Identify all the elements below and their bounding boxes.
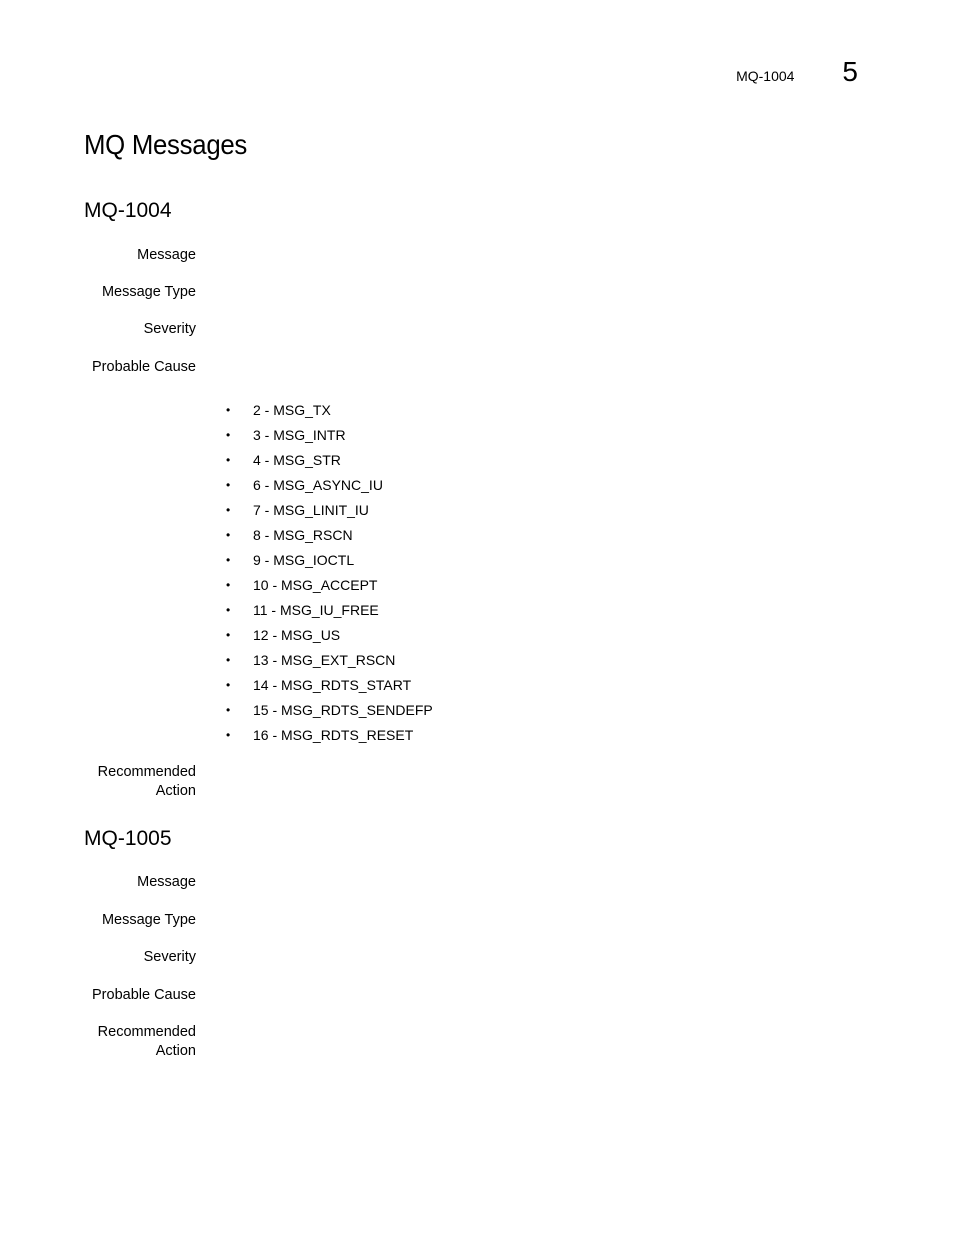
list-item [226,575,433,600]
list-item-text: 6 - MSG_ASYNC_IU [253,477,383,493]
list-item-text: 15 - MSG_RDTS_SENDEFP [253,702,433,718]
label-message: Message [137,247,196,263]
section-heading-mq-1005: MQ-1005 [84,827,172,850]
bullet-icon: • [226,628,231,642]
list-item-text: 9 - MSG_IOCTL [253,552,355,568]
list-item [226,525,433,550]
label-probable-cause: Probable Cause [92,987,196,1003]
running-header [736,56,858,88]
list-item [226,475,433,500]
list-item [226,600,433,625]
list-item [226,725,433,750]
list-item-text: 14 - MSG_RDTS_START [253,677,412,693]
bullet-icon: • [226,553,231,567]
bullet-icon: • [226,728,231,742]
list-item [226,550,433,575]
list-item-text: 13 - MSG_EXT_RSCN [253,652,396,668]
bullet-icon: • [226,403,231,417]
list-item-text: 11 - MSG_IU_FREE [253,602,379,618]
list-item-text: 2 - MSG_TX [253,402,331,418]
bullet-icon: • [226,603,231,617]
list-item [226,500,433,525]
list-item-text: 4 - MSG_STR [253,452,341,468]
bullet-icon: • [226,703,231,717]
label-severity: Severity [143,321,196,337]
label-severity: Severity [143,949,196,965]
label-recommended-action [56,763,196,801]
label-recommended-action [56,1023,196,1061]
bullet-icon: • [226,653,231,667]
bullet-icon: • [226,428,231,442]
list-item [226,425,433,450]
label-recommended-action-line2: Action [155,1043,196,1059]
label-recommended-action-line1: Recommended [97,1024,196,1040]
section-heading-mq-1004: MQ-1004 [84,199,172,222]
label-message-type: Message Type [101,912,196,928]
list-item-text: 7 - MSG_LINIT_IU [253,502,369,518]
list-item-text: 10 - MSG_ACCEPT [253,577,378,593]
bullet-icon: • [226,503,231,517]
list-item [226,650,433,675]
list-item-text: 12 - MSG_US [253,627,341,643]
header-chapter-number: 5 [842,56,858,87]
label-recommended-action-line2: Action [155,783,196,799]
chapter-title: MQ Messages [84,129,248,160]
bullet-icon: • [226,528,231,542]
label-message-type: Message Type [101,284,196,300]
label-recommended-action-line1: Recommended [97,764,196,780]
bullet-icon: • [226,678,231,692]
probable-cause-list [226,400,433,750]
bullet-icon: • [226,478,231,492]
list-item-text: 8 - MSG_RSCN [253,527,353,543]
header-section-id: MQ-1004 [736,68,795,84]
list-item-text: 3 - MSG_INTR [253,427,346,443]
label-message: Message [137,874,196,890]
list-item [226,400,433,425]
label-probable-cause: Probable Cause [92,359,196,375]
list-item [226,625,433,650]
bullet-icon: • [226,578,231,592]
list-item [226,450,433,475]
bullet-icon: • [226,453,231,467]
list-item [226,700,433,725]
list-item-text: 16 - MSG_RDTS_RESET [253,727,414,743]
list-item [226,675,433,700]
